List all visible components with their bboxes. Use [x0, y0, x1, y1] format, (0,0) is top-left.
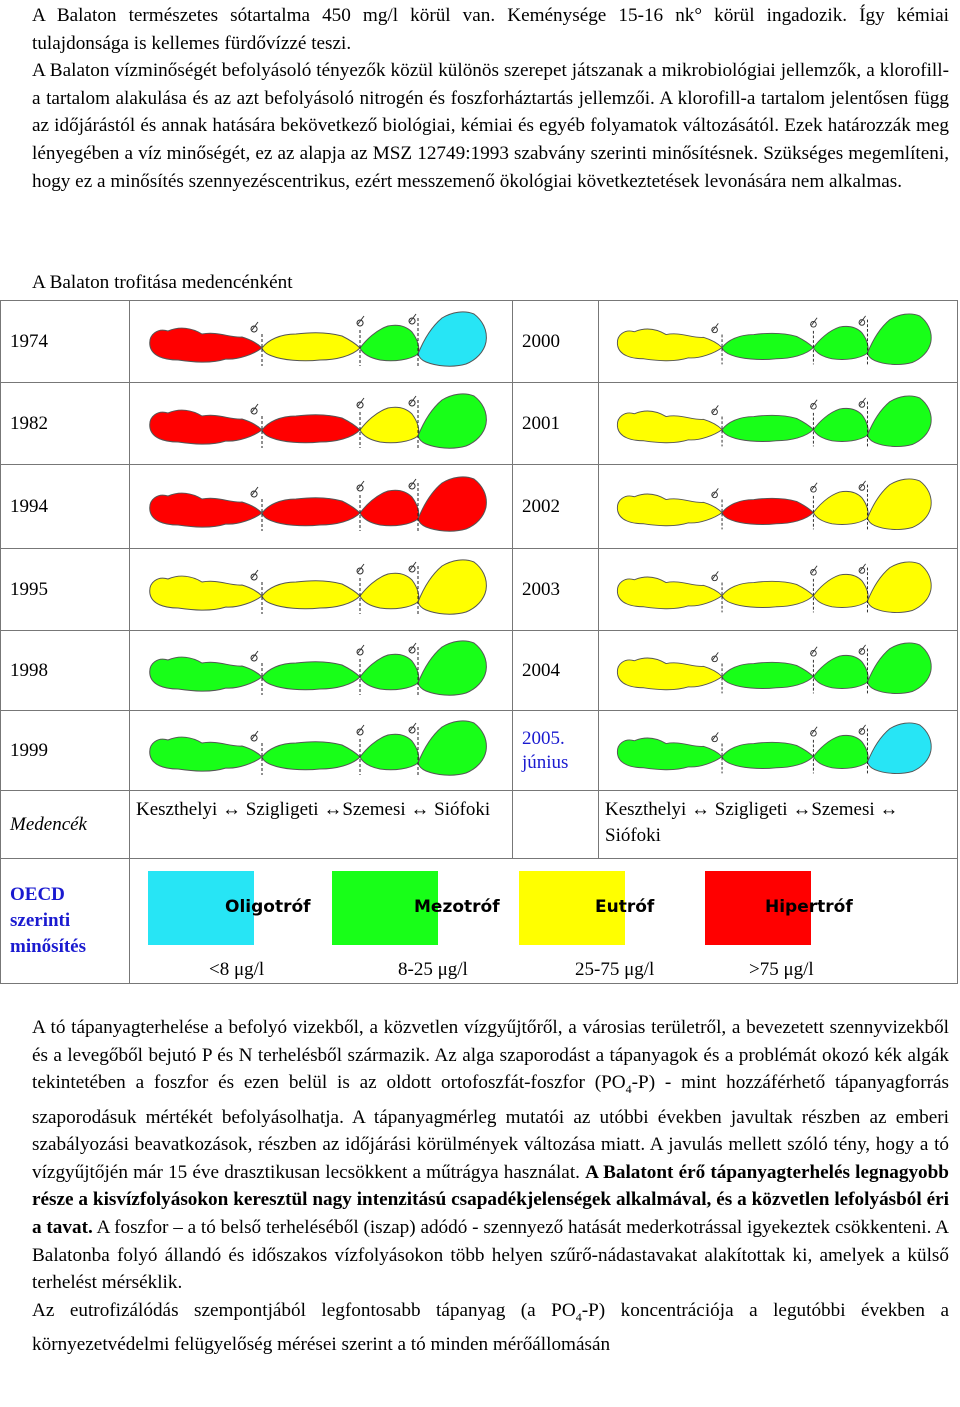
station-mark [859, 315, 865, 324]
basin-szemesi [360, 407, 419, 443]
basin-szemesi [813, 491, 868, 524]
station-mark [251, 651, 258, 661]
figure-row [1, 465, 958, 549]
lake-map [599, 633, 956, 709]
legend-range-hipertrof: >75 μg/l [749, 959, 814, 980]
figure-row [1, 383, 958, 465]
p3-part-a: A tó tápanyagterhelése a befolyó vizekből, a közvetlen vízgyűjtőről, a városias területről, a bevezetett szennyvizekből és a levegőből bejutó P és N terhelésből származik. Az alga szaporodást a tápanyagok és a problémát okozó kék algák tekintetében a foszfor és ezen belül is az oldott ortofoszfát-foszfor (PO [32, 1017, 949, 1094]
year-left: 1982 [1, 383, 130, 465]
p3-part-c: A foszfor – a tó belső terheléséből (iszap) adódó - szennyező hatását mederkotrással igyekeztek csökkenteni. A Balatonba folyó állandó és időszakos vízfolyásokon több helyen szűrő-nádastavakat alakítottak ki, amelyek a külső terhelést mérséklik. [32, 1216, 949, 1294]
year-right [513, 383, 599, 465]
station-mark [409, 396, 416, 406]
station-mark [409, 643, 416, 653]
station-mark [357, 645, 364, 655]
station-mark [409, 479, 416, 489]
station-mark [357, 725, 364, 735]
station-mark [357, 481, 364, 491]
basin-keszthelyi [150, 576, 262, 610]
year-right [513, 465, 599, 549]
basin-keszthelyi [150, 737, 262, 771]
basin-siofoki [418, 393, 486, 447]
year-right [513, 631, 599, 711]
station-mark [859, 724, 865, 733]
oecd-label-3: minősítés [10, 936, 86, 957]
legend-label-hipertrof: Hipertróf [765, 897, 853, 917]
legend-range-mezotrof: 8-25 μg/l [398, 959, 468, 980]
legend-label-oligotrof: Oligotróf [225, 897, 311, 917]
p3-bold: A Balatont érő tápanyagterhelés legnagyobb része a kisvízfolyásokon keresztül nagy intenzitású csapadékjelenségek alkalmával, és a közvetlen lefolyásból éri a tavat. [32, 1161, 949, 1238]
station-mark [357, 316, 364, 326]
map-left [130, 549, 513, 631]
body-text [32, 1014, 949, 1359]
map-left [130, 631, 513, 711]
basin-siofoki [867, 395, 931, 446]
basin-szemesi [813, 574, 868, 607]
station-mark [811, 565, 817, 574]
station-mark [712, 323, 718, 332]
basin-szemesi [813, 408, 868, 441]
basin-keszthelyi [617, 738, 722, 770]
basin-szigligeti [722, 333, 813, 359]
station-mark [357, 564, 364, 574]
basin-keszthelyi [617, 329, 722, 361]
lake-map [599, 304, 956, 380]
year-right-label: 2001 [522, 412, 560, 434]
station-mark [251, 487, 258, 497]
basin-siofoki [418, 559, 486, 613]
year-left: 1994 [1, 465, 130, 549]
basin-szemesi [813, 655, 868, 688]
year-right-label: 2004 [522, 659, 560, 681]
lake-map [130, 552, 513, 628]
station-mark [811, 399, 817, 408]
basin-siofoki [867, 642, 931, 693]
map-left [130, 383, 513, 465]
lake-map [130, 304, 513, 380]
year-right-label: 2000 [522, 330, 560, 352]
year-left: 1998 [1, 631, 130, 711]
figure-caption: A Balaton trofitása medencénként [32, 272, 293, 293]
basin-siofoki [867, 478, 931, 529]
basin-szemesi [360, 573, 419, 609]
basin-szemesi [360, 325, 419, 361]
station-mark [811, 726, 817, 735]
year-right [513, 549, 599, 631]
intro-paragraph-1: A Balaton természetes sótartalma 450 mg/l körül van. Keménysége 15-16 nk° körül ingadozik. Így kémiai tulajdonsága is kellemes fürdővízzé teszi. [32, 5, 949, 54]
basins-left: Keszthelyi ↔ Szigligeti ↔Szemesi ↔ Siófoki [130, 791, 513, 859]
oecd-label-1: OECD [10, 884, 65, 905]
basin-szigligeti [262, 414, 360, 442]
empty-cell [513, 791, 599, 859]
p3-part-b: -P) - mint hozzáférhető tápanyagforrás szaporodásuk mértékét befolyásolhatja. A tápanyagmérleg mutatói az utóbbi években javultak részben az emberi szabályozási beavatkozások, részben az időjárási körülmények változása miatt. A javulás mellett szóló tény, hogy a tó vízgyűjtőjén már 15 éve drasztikusan lecsökkent a műtrágya használat. [32, 1072, 949, 1183]
basin-szigligeti [722, 662, 813, 688]
p4-part-a: Az eutrofizálódás szempontjából legfontosabb tápanyag (a PO [32, 1299, 576, 1321]
map-right [599, 711, 958, 791]
year-left: 1974 [1, 301, 130, 383]
map-right [599, 301, 958, 383]
station-mark [859, 397, 865, 406]
oecd-label [1, 859, 130, 984]
year-left: 1995 [1, 549, 130, 631]
basin-keszthelyi [150, 328, 262, 362]
station-mark [251, 404, 258, 414]
figure-row [1, 711, 958, 791]
legend-label-eutrof: Eutróf [595, 897, 655, 917]
station-mark [859, 480, 865, 489]
intro-text [32, 2, 949, 195]
basin-siofoki [418, 476, 486, 530]
basin-keszthelyi [617, 494, 722, 526]
basin-keszthelyi [617, 577, 722, 609]
basin-szigligeti [262, 741, 360, 769]
basin-szigligeti [722, 581, 813, 607]
legend-range-eutrof: 25-75 μg/l [575, 959, 655, 980]
figure-row [1, 549, 958, 631]
year-right-label: 2005. [522, 727, 565, 749]
station-mark [811, 646, 817, 655]
body-paragraph-4 [32, 1297, 949, 1359]
station-mark [251, 731, 258, 741]
basin-szemesi [813, 735, 868, 768]
basin-siofoki [418, 311, 486, 365]
basin-keszthelyi [617, 411, 722, 443]
station-mark [409, 562, 416, 572]
lake-map [130, 469, 513, 545]
station-mark [712, 488, 718, 497]
basin-siofoki [867, 722, 931, 773]
basin-keszthelyi [150, 410, 262, 444]
trophic-figure-table [0, 300, 958, 984]
basin-szigligeti [262, 661, 360, 689]
station-mark [859, 644, 865, 653]
basin-szigligeti [722, 498, 813, 524]
lake-map [130, 713, 513, 789]
map-right [599, 549, 958, 631]
basin-siofoki [867, 561, 931, 612]
station-mark [811, 482, 817, 491]
map-right [599, 383, 958, 465]
year-right-label: 2002 [522, 495, 560, 517]
basin-szigligeti [722, 415, 813, 441]
legend [130, 859, 958, 984]
station-mark [712, 405, 718, 414]
station-mark [811, 317, 817, 326]
lake-map [599, 469, 956, 545]
map-left [130, 711, 513, 791]
map-left [130, 465, 513, 549]
year-left: 1999 [1, 711, 130, 791]
station-mark [859, 563, 865, 572]
basin-siofoki [418, 640, 486, 694]
basins-label: Medencék [1, 791, 130, 859]
map-right [599, 465, 958, 549]
figure-row [1, 631, 958, 711]
station-mark [712, 652, 718, 661]
basin-szigligeti [262, 497, 360, 525]
station-mark [357, 398, 364, 408]
p3-subscript: 4 [625, 1082, 632, 1097]
lake-map [130, 633, 513, 709]
station-mark [712, 571, 718, 580]
basin-siofoki [867, 313, 931, 364]
station-mark [409, 723, 416, 733]
map-left [130, 301, 513, 383]
legend-range-oligotrof: <8 μg/l [209, 959, 265, 980]
legend-label-mezotrof: Mezotróf [414, 897, 500, 917]
year-right [513, 301, 599, 383]
basin-szigligeti [722, 742, 813, 768]
oecd-label-2: szerinti [10, 910, 71, 931]
station-mark [712, 732, 718, 741]
station-mark [251, 570, 258, 580]
basins-right: Keszthelyi ↔ Szigligeti ↔Szemesi ↔ Siófoki [599, 791, 958, 859]
year-right-sublabel: június [522, 751, 569, 773]
figure-row [1, 301, 958, 383]
basin-szemesi [360, 654, 419, 690]
station-mark [251, 322, 258, 332]
p4-part-b: -P) koncentrációja a legutóbbi években a környezetvédelmi felügyelőség mérései szerint a tó minden mérőállomásán [32, 1299, 949, 1356]
lake-map [599, 713, 956, 789]
lake-map [599, 386, 956, 462]
year-right-label: 2003 [522, 578, 560, 600]
year-right [513, 711, 599, 791]
basin-keszthelyi [150, 493, 262, 527]
basin-szemesi [360, 490, 419, 526]
body-paragraph-3 [32, 1014, 949, 1297]
basin-keszthelyi [150, 657, 262, 691]
basin-szigligeti [262, 580, 360, 608]
basin-szemesi [813, 326, 868, 359]
basin-keszthelyi [617, 658, 722, 690]
basin-szigligeti [262, 332, 360, 360]
map-right [599, 631, 958, 711]
station-mark [409, 314, 416, 324]
lake-map [130, 386, 513, 462]
p4-subscript: 4 [575, 1309, 582, 1324]
intro-paragraph-2: A Balaton vízminőségét befolyásoló tényezők közül különös szerepet játszanak a mikrobiológiai jellemzők, a klorofill-a tartalom alakulása és az azt befolyásoló nitrogén és foszforháztartás jellemzői. A klorofill-a tartalom jelentősen függ az időjárástól és annak hatására bekövetkező biológiai, kémiai és egyéb folyamatok változásától. Ezek határozzák meg lényegében a víz minőségét, ez az alapja az MSZ 12749:1993 szabvány szerinti minősítésnek. Szükséges megemlíteni, hogy ez a minősítés szennyezéscentrikus, ezért messzemenő ökológiai következtetések levonására nem alkalmas. [32, 60, 949, 192]
basin-siofoki [418, 720, 486, 774]
lake-map [599, 552, 956, 628]
basin-szemesi [360, 734, 419, 770]
